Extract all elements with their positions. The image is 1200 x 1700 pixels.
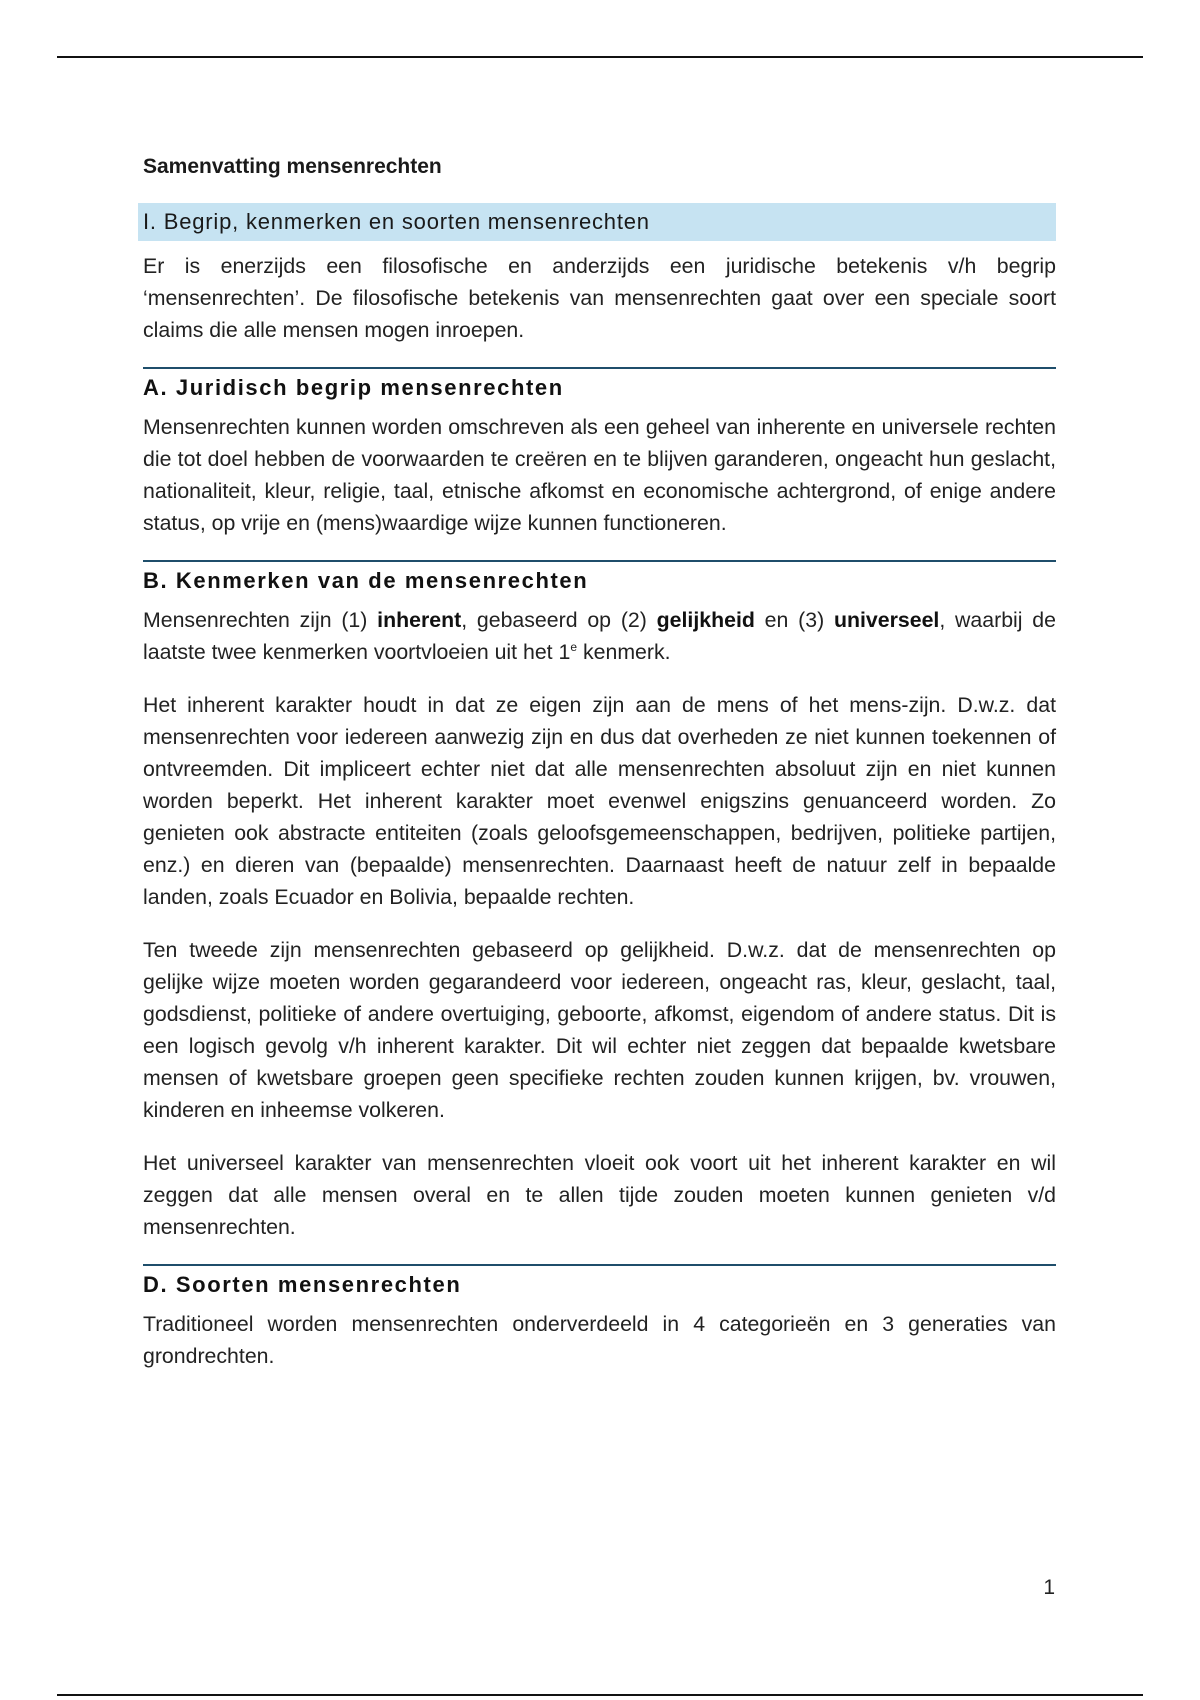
subsection-a-heading: A. Juridisch begrip mensenrechten [143, 375, 564, 400]
bold-term-inherent: inherent [377, 608, 462, 632]
header-rule [57, 56, 1143, 58]
bold-term-universeel: universeel [833, 608, 940, 632]
subsection-b-paragraph-1 [143, 604, 1056, 668]
subsection-b [143, 560, 1056, 596]
subsection-a-paragraph: Mensenrechten kunnen worden omschreven als een geheel van inherente en universele rechten die tot doel hebben de voorwaarden te creëren en te blijven garanderen, ongeacht hun geslacht, nationaliteit, kleur, religie, taal, etnische afkomst en economische achtergrond, of enige andere status, op vrije en (mens)waardige wijze kunnen functioneren. [143, 415, 1056, 535]
text-run: Mensenrechten zijn (1) [143, 608, 378, 632]
subsection-b-paragraph-4: Het universeel karakter van mensenrechten vloeit ook voort uit het inherent karakter en wil zeggen dat alle mensen overal en te allen tijde zouden moeten kunnen genieten v/d mensenrechten. [143, 1151, 1056, 1239]
page-content [143, 152, 1056, 1393]
subsection-b-heading: B. Kenmerken van de mensenrechten [143, 568, 589, 593]
subsection-d [143, 1264, 1056, 1300]
footer-rule [57, 1694, 1143, 1696]
text-run: en (3) [754, 608, 834, 632]
page-number: 1 [1043, 1576, 1055, 1599]
subsection-d-heading: D. Soorten mensenrechten [143, 1272, 462, 1297]
section-heading: I. Begrip, kenmerken en soorten mensenrechten [138, 203, 1056, 241]
text-run: , waarbij de laatste twee kenmerken voortvloeien uit het 1 [143, 608, 1056, 664]
text-run: kenmerk. [577, 640, 671, 664]
text-run: , gebaseerd op (2) [461, 608, 657, 632]
subsection-d-paragraph: Traditioneel worden mensenrechten onderverdeeld in 4 categorieën en 3 generaties van grondrechten. [143, 1312, 1056, 1368]
document-title: Samenvatting mensenrechten [143, 155, 442, 178]
bold-term-gelijkheid: gelijkheid [656, 608, 755, 632]
subsection-b-paragraph-2: Het inherent karakter houdt in dat ze eigen zijn aan de mens of het mens-zijn. D.w.z. dat mensenrechten voor iedereen aanwezig zijn en dus dat overheden ze niet kunnen toekennen of ontvreemden. Dit impliceert echter niet dat alle mensenrechten absoluut zijn en niet kunnen worden beperkt. Het inherent karakter moet evenwel enigszins genuanceerd worden. Zo genieten ook abstracte entiteiten (zoals geloofsgemeenschappen, bedrijven, politieke partijen, enz.) en dieren van (bepaalde) mensenrechten. Daarnaast heeft de natuur zelf in bepaalde landen, zoals Ecuador en Bolivia, bepaalde rechten. [143, 693, 1056, 909]
section-intro-paragraph: Er is enerzijds een filosofische en anderzijds een juridische betekenis v/h begrip ‘mensenrechten’. De filosofische betekenis van mensenrechten gaat over een speciale soort claims die alle mensen mogen inroepen. [143, 254, 1056, 342]
subsection-b-paragraph-3: Ten tweede zijn mensenrechten gebaseerd op gelijkheid. D.w.z. dat de mensenrechten op gelijke wijze moeten worden gegarandeerd voor iedereen, ongeacht ras, kleur, geslacht, taal, godsdienst, politieke of andere overtuiging, geboorte, afkomst, eigendom of andere status. Dit is een logisch gevolg v/h inherent karakter. Dit wil echter niet zeggen dat bepaalde kwetsbare mensen of kwetsbare groepen geen specifieke rechten zouden kunnen krijgen, bv. vrouwen, kinderen en inheemse volkeren. [143, 938, 1056, 1122]
ordinal-superscript: e [570, 639, 578, 654]
subsection-a [143, 367, 1056, 403]
